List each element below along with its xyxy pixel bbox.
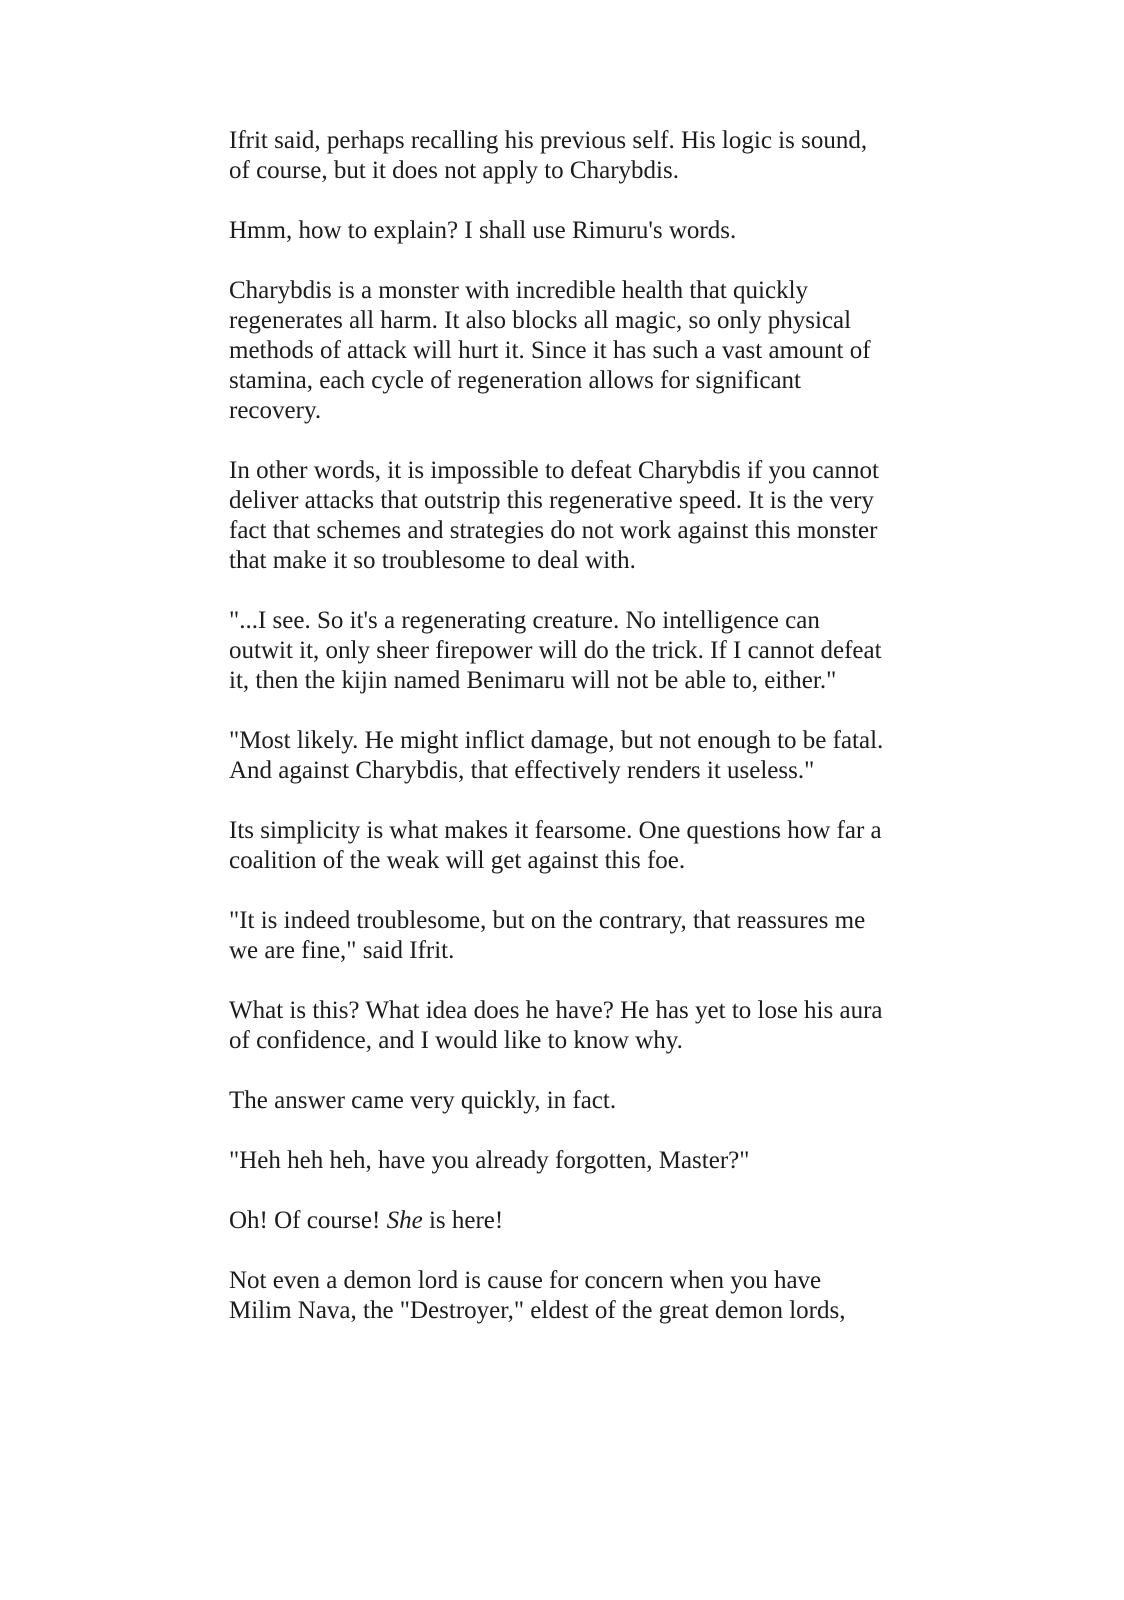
paragraph	[229, 456, 889, 576]
paragraph	[229, 816, 889, 876]
text-segment: Oh! Of course!	[229, 1207, 387, 1234]
paragraph	[229, 1266, 889, 1326]
text-segment: What is this? What idea does he have? He has yet to lose his aura of confidence, and I would like to know why.	[229, 997, 883, 1054]
text-segment: "It is indeed troublesome, but on the contrary, that reassures me we are fine," said Ifrit.	[229, 907, 866, 964]
text-segment: "Heh heh heh, have you already forgotten, Master?"	[229, 1147, 750, 1174]
paragraph	[229, 126, 889, 186]
paragraph	[229, 276, 889, 426]
text-segment: is here!	[422, 1207, 504, 1234]
text-segment: Charybdis is a monster with incredible health that quickly regenerates all harm. It also blocks all magic, so only physical methods of attack will hurt it. Since it has such a vast amount of stamina, each cycle of regeneration allows for significant recovery.	[229, 277, 871, 424]
text-segment-italic: She	[386, 1207, 423, 1234]
text-segment: Not even a demon lord is cause for concern when you have Milim Nava, the "Destroyer," eldest of the great demon lords,	[229, 1267, 846, 1324]
text-segment: "...I see. So it's a regenerating creature. No intelligence can outwit it, only sheer firepower will do the trick. If I cannot defeat it, then the kijin named Benimaru will not be able to, either."	[229, 607, 882, 694]
paragraph	[229, 216, 889, 246]
text-segment: Its simplicity is what makes it fearsome. One questions how far a coalition of the weak will get against this foe.	[229, 817, 882, 874]
text-segment: In other words, it is impossible to defeat Charybdis if you cannot deliver attacks that outstrip this regenerative speed. It is the very fact that schemes and strategies do not work against this monster that make it so troublesome to deal with.	[229, 457, 879, 574]
paragraph	[229, 1086, 889, 1116]
paragraph	[229, 1146, 889, 1176]
paragraph	[229, 606, 889, 696]
paragraph	[229, 996, 889, 1056]
text-segment: "Most likely. He might inflict damage, but not enough to be fatal. And against Charybdis, that effectively renders it useless."	[229, 727, 884, 784]
paragraph	[229, 906, 889, 966]
text-segment: Hmm, how to explain? I shall use Rimuru's words.	[229, 217, 737, 244]
paragraph	[229, 1206, 889, 1236]
text-segment: The answer came very quickly, in fact.	[229, 1087, 617, 1114]
text-segment: Ifrit said, perhaps recalling his previous self. His logic is sound, of course, but it does not apply to Charybdis.	[229, 127, 868, 184]
text-column	[229, 126, 889, 1326]
paragraph	[229, 726, 889, 786]
